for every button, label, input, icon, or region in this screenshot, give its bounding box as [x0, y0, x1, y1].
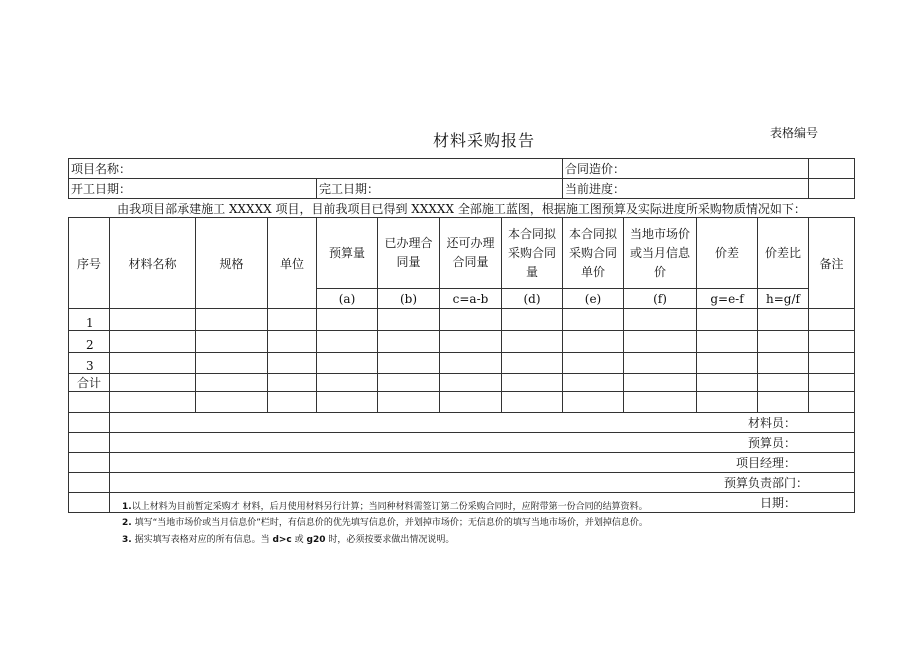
start-date-label: 开工日期：: [69, 179, 317, 199]
formula-g: g=e-f: [697, 289, 758, 309]
col-proposed-price-header: 本合同拟采购合同单价: [563, 218, 624, 289]
note-2-number: 2.: [122, 518, 132, 528]
note-1-number: 1.: [122, 502, 132, 512]
col-spec-header: 规格: [196, 218, 268, 309]
col-proposed-qty-header: 本合同拟采购合同量: [502, 218, 563, 289]
budgeter-sign: 预算员：: [110, 433, 855, 453]
formula-b: (b): [378, 289, 440, 309]
col-diff-header: 价差: [697, 218, 758, 289]
signature-row: [69, 473, 855, 493]
note-3-or: 或: [294, 535, 304, 545]
info-row-2: [69, 179, 855, 199]
formula-a: (a): [317, 289, 378, 309]
signature-row: [69, 392, 855, 413]
material-purchase-table: [68, 158, 855, 513]
table-row: [69, 331, 855, 353]
note-3-text-b: 时，必须按要求做出情况说明。: [328, 535, 455, 545]
note-3-condition-1: d>c: [272, 535, 292, 545]
note-3-condition-2: g20: [306, 535, 326, 545]
formula-f: (f): [624, 289, 697, 309]
note-2-text: 填写“当地市场价或当月信息价”栏时，有信息价的优先填写信息价，并划掉市场价；无信息价的填写当地市场价，并划掉信息价。: [134, 518, 648, 528]
note-1-text-c: 月使用材料另行计算；当同种材料需签订第二份采购合同时，应附带第一份合同的结算资料。: [278, 502, 648, 512]
formula-c: c=a-b: [440, 289, 502, 309]
note-2: [122, 515, 648, 528]
col-material-header: 材料名称: [110, 218, 196, 309]
project-name-label: 项目名称：: [69, 159, 563, 179]
form-number-label: 表格编号: [770, 126, 819, 140]
note-3-number: 3.: [122, 535, 132, 545]
note-3-text-a: 据实填写表格对应的所有信息。当: [134, 535, 270, 545]
date-sign: 日期：: [110, 493, 855, 513]
current-progress-value: [809, 179, 855, 199]
total-row: [69, 374, 855, 392]
col-remaining-header: 还可办理合同量: [440, 218, 502, 289]
project-manager-sign: 项目经理：: [110, 453, 855, 473]
current-progress-label: 当前进度：: [563, 179, 809, 199]
signature-row: [69, 413, 855, 433]
row-number: 2: [69, 331, 110, 353]
col-budget-header: 预算量: [317, 218, 378, 289]
note-1: [122, 499, 648, 512]
intro-text: 由我项目部承建施工 XXXXX 项目，目前我项目已得到 XXXXX 全部施工蓝图，根据施工图预算及实际进度所采购物质情况如下：: [69, 199, 855, 218]
signature-row: [69, 453, 855, 473]
formula-d: (d): [502, 289, 563, 309]
note-1-text: 以上材料为目前暂定采购才: [131, 502, 240, 512]
formula-h: h=g/f: [758, 289, 809, 309]
row-number: 1: [69, 309, 110, 331]
completion-date-label: 完工日期：: [317, 179, 563, 199]
row-number: 3: [69, 353, 110, 374]
note-1-text-b: 材料，后: [242, 502, 279, 512]
material-clerk-sign: 材料员：: [110, 413, 855, 433]
col-remark-header: 备注: [809, 218, 855, 309]
col-seq-header: 序号: [69, 218, 110, 309]
total-label: 合计: [69, 374, 110, 392]
col-diff-ratio-header: 价差比: [758, 218, 809, 289]
signature-row: [69, 433, 855, 453]
col-market-price-header: 当地市场价或当月信息价: [624, 218, 697, 289]
table-row: [69, 309, 855, 331]
header-row: [69, 218, 855, 289]
table-row: [69, 353, 855, 374]
note-3: [122, 532, 454, 545]
budget-head-sign: 预算负责部门：: [110, 473, 855, 493]
col-contracted-header: 已办理合同量: [378, 218, 440, 289]
col-unit-header: 单位: [268, 218, 317, 309]
page-title: 材料采购报告: [433, 131, 536, 150]
info-row-1: [69, 159, 855, 179]
formula-e: (e): [563, 289, 624, 309]
contract-cost-label: 合同造价：: [563, 159, 809, 179]
contract-cost-value: [809, 159, 855, 179]
intro-row: [69, 199, 855, 218]
